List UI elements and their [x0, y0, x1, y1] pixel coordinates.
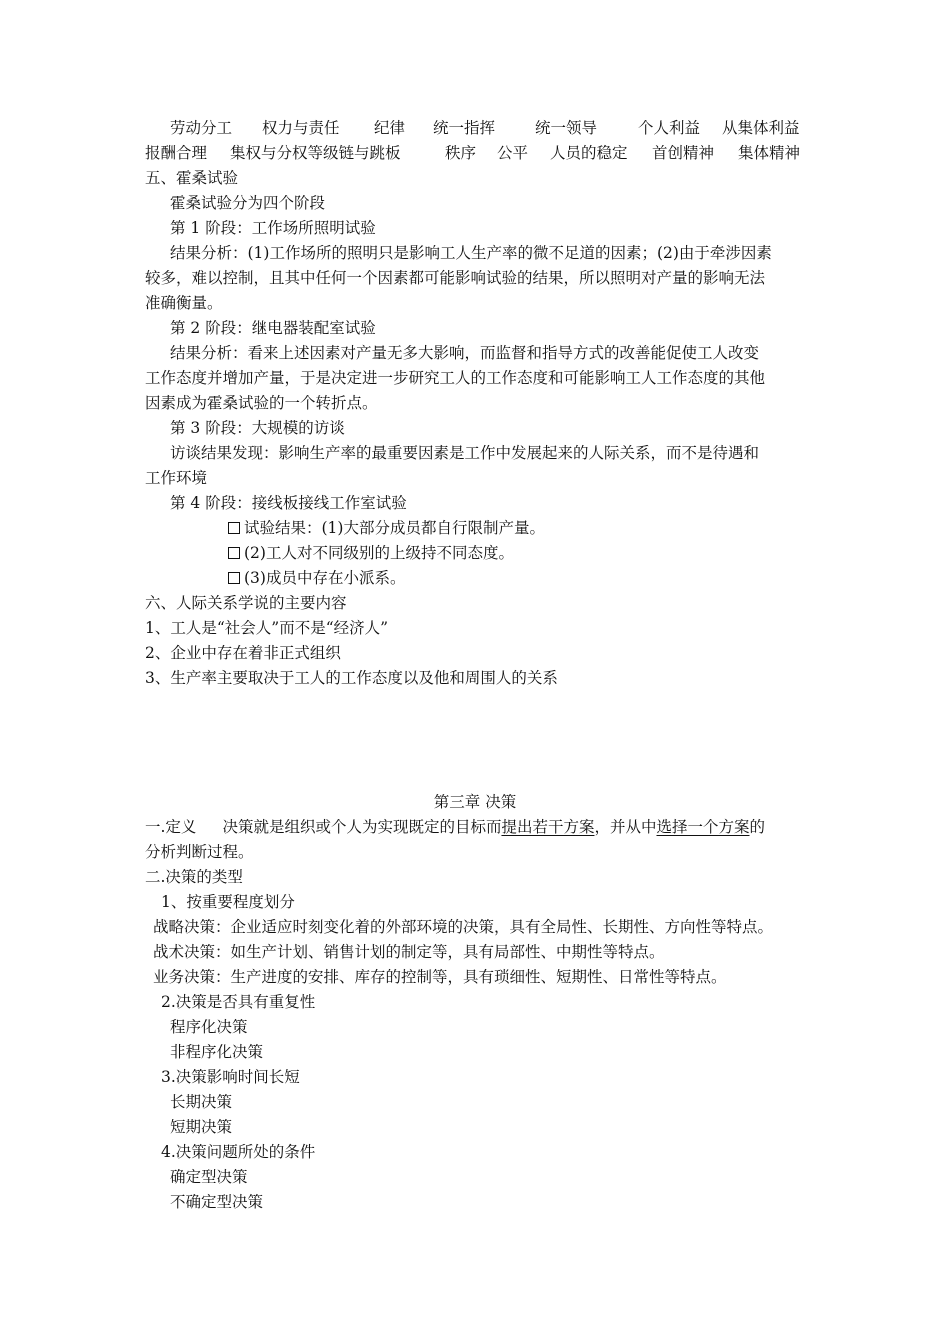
- decision-type-item: 确定型决策: [170, 1168, 248, 1186]
- principle-term: 首创精神: [652, 144, 715, 162]
- subheading-repetition: 2.决策是否具有重复性: [161, 993, 316, 1011]
- checkbox-bullet-icon: [228, 572, 240, 584]
- decision-type-item: 程序化决策: [170, 1018, 248, 1036]
- stage-4-result-item: [228, 518, 545, 538]
- decision-type-item: 短期决策: [170, 1118, 233, 1136]
- stage-1-title: 第 1 阶段：工作场所照明试验: [170, 219, 376, 237]
- chapter-title: 第三章 决策: [433, 793, 517, 811]
- subheading-time: 3.决策影响时间长短: [161, 1068, 300, 1086]
- subheading-conditions: 4.决策问题所处的条件: [161, 1143, 316, 1161]
- subheading-importance: 1、按重要程度划分: [161, 893, 295, 911]
- principle-term: 劳动分工: [170, 119, 233, 137]
- definition-text: 的: [749, 818, 766, 836]
- stage-1-analysis-line: 较多，难以控制，且其中任何一个因素都可能影响试验的结果，所以照明对产量的影响无法: [145, 269, 766, 287]
- operational-decision: 业务决策：生产进度的安排、库存的控制等，具有琐细性、短期性、日常性等特点。: [153, 968, 727, 986]
- stage-4-result-item: [228, 543, 514, 563]
- checkbox-bullet-icon: [228, 547, 240, 559]
- strategic-decision: 战略决策：企业适应时刻变化着的外部环境的决策，具有全局性、长期性、方向性等特点。: [153, 918, 774, 936]
- definition-line-2: 分析判断过程。: [145, 843, 254, 861]
- principle-term: 秩序: [445, 144, 477, 162]
- stage-1-analysis-line: 准确衡量。: [145, 294, 223, 312]
- definition-line: [145, 817, 765, 837]
- stage-2-title: 第 2 阶段：继电器装配室试验: [170, 319, 376, 337]
- tactical-decision: 战术决策：如生产计划、销售计划的制定等，具有局部性、中期性等特点。: [153, 943, 665, 961]
- stage-4-result-text: (3)成员中存在小派系。: [244, 569, 406, 587]
- human-relations-item: 1、工人是“社会人”而不是“经济人”: [145, 619, 389, 637]
- definition-underlined: 选择一个方案: [656, 818, 750, 836]
- types-heading: 二.决策的类型: [145, 868, 243, 886]
- principle-term: 从集体利益: [722, 119, 800, 137]
- stage-4-result-text: 试验结果：(1)大部分成员都自行限制产量。: [244, 519, 545, 537]
- human-relations-item: 2、企业中存在着非正式组织: [145, 644, 341, 662]
- stage-4-result-item: [228, 568, 405, 588]
- stage-3-title: 第 3 阶段：大规模的访谈: [170, 419, 345, 437]
- stage-3-finding-line: 工作环境: [145, 469, 208, 487]
- principle-term: 权力与责任: [262, 119, 340, 137]
- stage-1-analysis-line: 结果分析：(1)工作场所的照明只是影响工人生产率的微不足道的因素；(2)由于牵涉因素: [170, 244, 772, 262]
- stage-4-title: 第 4 阶段：接线板接线工作室试验: [170, 494, 407, 512]
- definition-underlined: 提出若干方案: [501, 818, 595, 836]
- definition-text: 决策就是组织或个人为实现既定的目标而: [222, 818, 502, 836]
- principle-term: 公平: [497, 144, 529, 162]
- principle-term: 统一领导: [535, 119, 598, 137]
- stage-2-analysis-line: 结果分析：看来上述因素对产量无多大影响，而监督和指导方式的改善能促使工人改变: [170, 344, 760, 362]
- hawthorne-intro: 霍桑试验分为四个阶段: [170, 194, 326, 212]
- principle-term: 人员的稳定: [550, 144, 628, 162]
- section-heading-hawthorne: 五、霍桑试验: [145, 169, 239, 187]
- decision-type-item: 不确定型决策: [170, 1193, 264, 1211]
- stage-2-analysis-line: 工作态度并增加产量，于是决定进一步研究工人的工作态度和可能影响工人工作态度的其他: [145, 369, 766, 387]
- human-relations-item: 3、生产率主要取决于工人的工作态度以及他和周围人的关系: [145, 669, 558, 687]
- decision-type-item: 长期决策: [170, 1093, 233, 1111]
- stage-4-result-text: (2)工人对不同级别的上级持不同态度。: [244, 544, 514, 562]
- checkbox-bullet-icon: [228, 522, 240, 534]
- stage-2-analysis-line: 因素成为霍桑试验的一个转折点。: [145, 394, 378, 412]
- principle-term: 集权与分权等级链与跳板: [230, 144, 401, 162]
- definition-label: 一.定义: [145, 818, 197, 836]
- definition-text: ，并从中: [594, 818, 657, 836]
- decision-type-item: 非程序化决策: [170, 1043, 264, 1061]
- section-heading-human-relations: 六、人际关系学说的主要内容: [145, 594, 347, 612]
- stage-3-finding-line: 访谈结果发现：影响生产率的最重要因素是工作中发展起来的人际关系，而不是待遇和: [170, 444, 760, 462]
- principle-term: 纪律: [374, 119, 406, 137]
- principle-term: 报酬合理: [145, 144, 208, 162]
- principle-term: 集体精神: [738, 144, 801, 162]
- principle-term: 统一指挥: [433, 119, 496, 137]
- principle-term: 个人利益: [638, 119, 701, 137]
